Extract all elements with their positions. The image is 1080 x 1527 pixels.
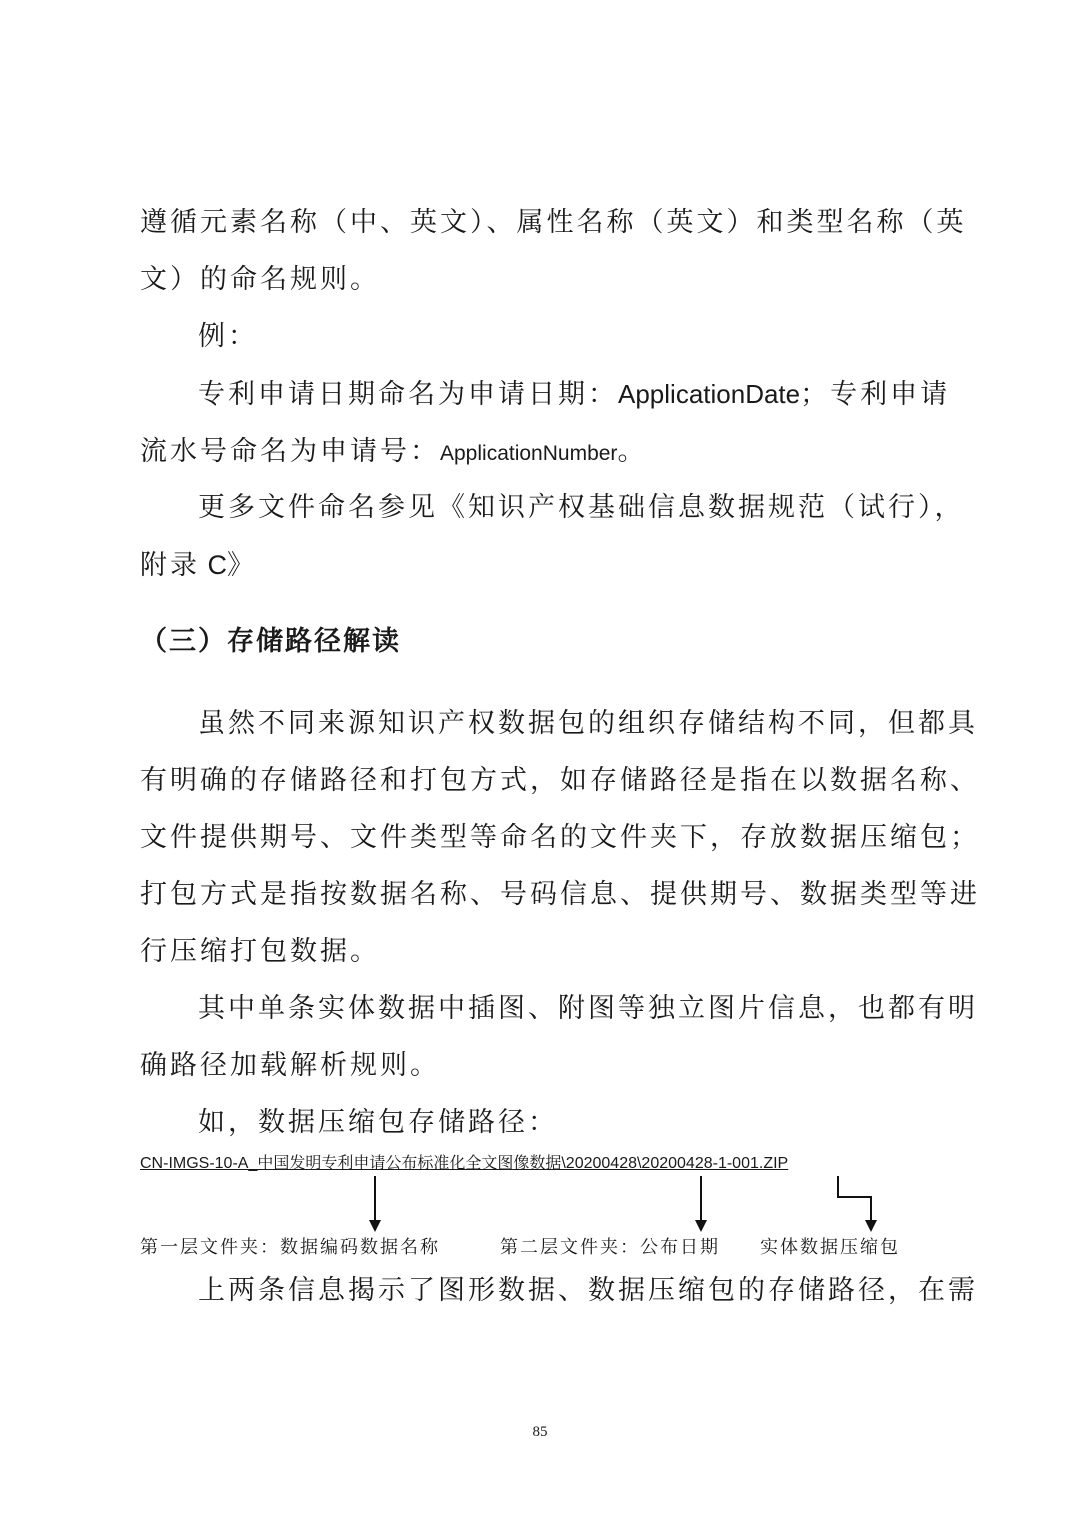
paragraph-line: 行压缩打包数据。 <box>140 936 380 967</box>
paragraph-line <box>140 545 257 586</box>
arrow-level1-head <box>369 1220 381 1232</box>
arrow-package-head <box>865 1220 877 1232</box>
paragraph-line: 上两条信息揭示了图形数据、数据压缩包的存储路径，在需 <box>198 1275 978 1306</box>
paragraph-line <box>140 432 647 474</box>
text-span: C <box>200 550 227 580</box>
text-span: ；专利申请 <box>800 379 951 410</box>
paragraph-line: 如，数据压缩包存储路径： <box>198 1107 558 1138</box>
paragraph-line: 有明确的存储路径和打包方式，如存储路径是指在以数据名称、 <box>140 765 980 796</box>
paragraph-line: 更多文件命名参见《知识产权基础信息数据规范（试行）， <box>198 492 965 523</box>
paragraph-line: 文）的命名规则。 <box>140 264 380 295</box>
text-span: 。 <box>617 436 648 467</box>
paragraph-line: 其中单条实体数据中插图、附图等独立图片信息，也都有明 <box>198 993 978 1024</box>
text-span: 》 <box>227 550 257 581</box>
storage-path-example: CN-IMGS-10-A_中国发明专利申请公布标准化全文图像数据\20200428\20200428-1-001.ZIP <box>140 1155 789 1172</box>
paragraph-line <box>198 374 950 415</box>
section-heading: （三）存储路径解读 <box>140 626 401 657</box>
arrow-package-line <box>838 1176 871 1222</box>
text-span: 流水号命名为申请号： <box>140 436 440 467</box>
paragraph-line: 打包方式是指按数据名称、号码信息、提供期号、数据类型等进 <box>140 879 980 910</box>
paragraph-line: 虽然不同来源知识产权数据包的组织存储结构不同，但都具 <box>198 708 978 739</box>
paragraph-line: 遵循元素名称（中、英文）、属性名称（英文）和类型名称（英 <box>140 207 967 238</box>
text-span: 专利申请日期命名为申请日期： <box>198 379 618 410</box>
arrow-level2-head <box>695 1220 707 1232</box>
page-number: 85 <box>532 1424 548 1440</box>
paragraph-line: 文件提供期号、文件类型等命名的文件夹下，存放数据压缩包； <box>140 822 980 853</box>
caption-level2-folder: 第二层文件夹：公布日期 <box>500 1237 720 1258</box>
example-label: 例： <box>198 321 258 352</box>
caption-level1-folder: 第一层文件夹：数据编码数据名称 <box>140 1237 440 1258</box>
field-name: ApplicationNumber <box>440 442 618 465</box>
text-span: 附录 <box>140 550 200 581</box>
paragraph-line: 确路径加载解析规则。 <box>140 1050 440 1081</box>
field-name: ApplicationDate <box>618 379 801 409</box>
caption-package: 实体数据压缩包 <box>760 1237 900 1258</box>
